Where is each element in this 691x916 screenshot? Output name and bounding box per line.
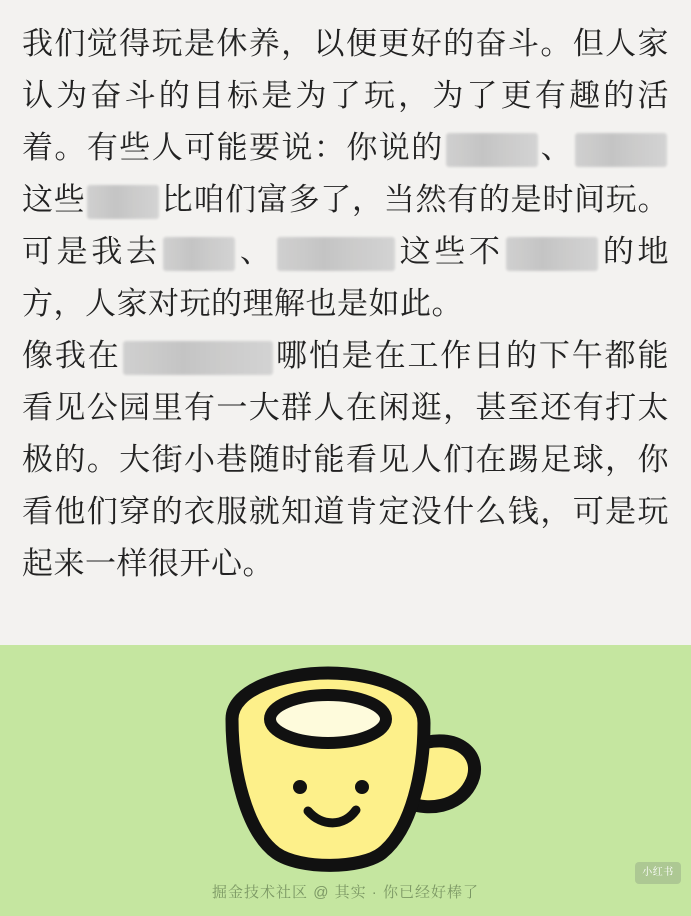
platform-badge: 小红书: [635, 862, 681, 884]
text-run: 、: [539, 130, 574, 165]
text-run: 的地方，人家对玩的理解也是如此。: [22, 234, 670, 321]
redaction-block: [446, 133, 538, 167]
redaction-block: [277, 237, 395, 271]
text-run: 这些: [22, 182, 86, 217]
redaction-block: [87, 185, 159, 219]
redaction-block: [123, 341, 273, 375]
text-run: 像我在: [22, 338, 121, 373]
paragraph-2: [22, 330, 669, 590]
text-run: 哪怕是在工作日的下午都能看见公园里有一大群人在闲逛，甚至还有打太极的。大街小巷随时能看见人们在踢足球，你看他们穿的衣服就知道肯定没什么钱，可是玩起来一样很开心。: [22, 338, 670, 581]
text-run: 、: [236, 234, 275, 269]
redaction-block: [163, 237, 235, 271]
text-run: 我们觉得玩是休养，以便更好的奋斗。但人家认为奋斗的目标是为了玩，为了更有趣的活着。有些人可能要说：你说的: [22, 26, 669, 165]
redaction-block: [506, 237, 598, 271]
sticker-image-panel: [0, 645, 691, 916]
redaction-block: [575, 133, 667, 167]
text-run: 比咱们富多了，当然有的是时间玩。可是我去: [22, 182, 670, 269]
paragraph-1: [22, 18, 669, 330]
watermark-text: 掘金技术社区 @ 其实 · 你已经好棒了: [212, 884, 479, 901]
text-run: 这些不: [396, 234, 504, 269]
smiling-yellow-mug-icon: [196, 661, 496, 876]
